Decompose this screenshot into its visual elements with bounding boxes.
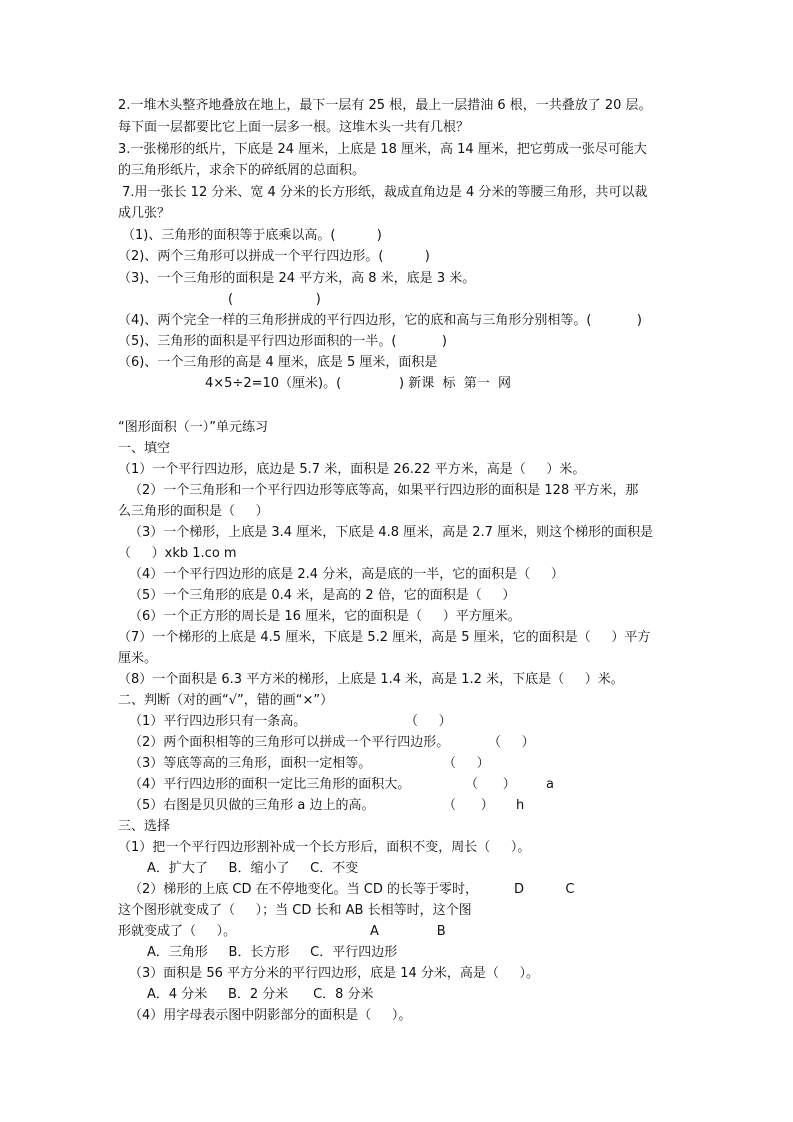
- fill-item-7-line-2: 厘米。: [118, 651, 158, 666]
- problem-2-line-1: 2.一堆木头整齐地叠放在地上，最下一层有 25 根，最上一层措油 6 根，一共叠放了 20 层。: [118, 98, 652, 113]
- section-choice-heading: 三、选择: [118, 819, 171, 834]
- choice-item-1-options: A．扩大了 B．缩小了 C．不变: [147, 861, 359, 876]
- judge-item-2-paren: （ ）: [488, 735, 535, 750]
- fill-item-3-line-2: （ ）xkb 1.co m: [118, 546, 237, 561]
- tf-item-5: （5)、三角形的面积是平行四边形面积的一半。( ): [118, 334, 447, 349]
- choice-item-2-line-2: 这个图形就变成了（ ）；当 CD 长和 AB 长相等时，这个图: [118, 903, 472, 918]
- fill-item-1: （1）一个平行四边形，底边是 5.7 米，面积是 26.22 平方米，高是（ ）米。: [118, 462, 586, 477]
- problem-3-line-1: 3.一张梯形的纸片，下底是 24 厘米，上底是 18 厘米，高 14 厘米，把它剪成一张尽可能大: [118, 142, 647, 157]
- fill-item-6: （6）一个正方形的周长是 16 厘米，它的面积是（ ）平方厘米。: [129, 609, 521, 624]
- tf-item-3: （3)、一个三角形的面积是 24 平方米，高 8 米，底是 3 米。: [118, 271, 476, 286]
- unit-title: “图形面积（一）”单元练习: [118, 420, 268, 435]
- figure-label-a: a: [546, 777, 554, 792]
- problem-3-line-2: 的三角形纸片，求余下的碎纸屑的总面积。: [118, 163, 366, 178]
- judge-item-4: （4）平行四边形的面积一定比三角形的面积大。: [129, 777, 411, 792]
- fill-item-5: （5）一个三角形的底是 0.4 米，是高的 2 倍，它的面积是（ ）: [129, 588, 516, 603]
- tf-item-6: （6)、一个三角形的高是 4 厘米，底是 5 厘米，面积是: [118, 355, 438, 370]
- problem-2-line-2: 每下面一层都要比它上面一层多一根。这堆木头一共有几根？: [118, 120, 470, 135]
- tf-item-6-continued: 4×5÷2=10（厘米)。( ) 新课 标 第一 网: [205, 376, 512, 391]
- judge-item-5-paren: （ ）: [443, 798, 494, 813]
- choice-item-2-line-1: （2）梯形的上底 CD 在不停地变化。当 CD 的长等于零时，: [129, 882, 478, 897]
- judge-item-1: （1）平行四边形只有一条高。: [129, 714, 307, 729]
- judge-item-2: （2）两个面积相等的三角形可以拼成一个平行四边形。: [129, 735, 450, 750]
- trapezoid-label-bottom: A B: [370, 924, 446, 939]
- choice-item-1: （1）把一个平行四边形割补成一个长方形后，面积不变，周长（ ）。: [118, 840, 531, 855]
- fill-item-8: （8）一个面积是 6.3 平方米的梯形，上底是 1.4 米，高是 1.2 米，下底是（ ）米。: [118, 672, 624, 687]
- fill-item-3-line-1: （3）一个梯形，上底是 3.4 厘米，下底是 4.8 厘米，高是 2.7 厘米，则这个梯形的面积是: [129, 525, 654, 540]
- tf-item-4: （4)、两个完全一样的三角形拼成的平行四边形，它的底和高与三角形分别相等。( ): [118, 313, 642, 328]
- tf-item-3-answer-paren: ( ): [228, 292, 321, 307]
- judge-item-5: （5）右图是贝贝做的三角形 a 边上的高。: [129, 798, 375, 813]
- judge-item-3: （3）等底等高的三角形，面积一定相等。: [129, 756, 372, 771]
- fill-item-4: （4）一个平行四边形的底是 2.4 分米，高是底的一半，它的面积是（ ）: [129, 567, 564, 582]
- choice-item-3-options: A．4 分米 B．2 分米 C．8 分米: [147, 987, 374, 1002]
- judge-item-1-paren: （ ）: [405, 714, 452, 729]
- fill-item-7-line-1: （7）一个梯形的上底是 4.5 厘米，下底是 5.2 厘米，高是 5 厘米，它的面积是（ ）平方: [118, 630, 651, 645]
- choice-item-2-options: A．三角形 B．长方形 C．平行四边形: [147, 945, 398, 960]
- choice-item-4: （4）用字母表示图中阴影部分的面积是（ ）。: [129, 1008, 412, 1023]
- problem-7-line-2: 成几张？: [118, 206, 171, 221]
- choice-item-2-line-3: 形就变成了（ ）。: [118, 924, 237, 939]
- trapezoid-label-top: D C: [514, 882, 575, 897]
- fill-item-2-line-1: （2）一个三角形和一个平行四边形等底等高，如果平行四边形的面积是 128 平方米，那: [129, 483, 639, 498]
- fill-item-2-line-2: 么三角形的面积是（ ）: [118, 504, 269, 519]
- judge-item-3-paren: （ ）: [443, 756, 490, 771]
- problem-7-line-1: 7.用一张长 12 分米、宽 4 分米的长方形纸，裁成直角边是 4 分米的等腰三角形，共可以裁: [118, 185, 648, 200]
- section-fill-in-heading: 一、填空: [118, 441, 171, 456]
- tf-item-1: （1)、三角形的面积等于底乘以高。( ): [122, 228, 382, 243]
- tf-item-2: （2)、两个三角形可以拼成一个平行四边形。( ): [118, 249, 430, 264]
- section-judge-heading: 二、判断（对的画“√”，错的画“×”）: [118, 693, 334, 708]
- judge-item-4-paren: （ ）: [465, 777, 516, 792]
- choice-item-3: （3）面积是 56 平方分米的平行四边形，底是 14 分米，高是（ ）。: [129, 966, 540, 981]
- figure-label-h: h: [516, 798, 525, 813]
